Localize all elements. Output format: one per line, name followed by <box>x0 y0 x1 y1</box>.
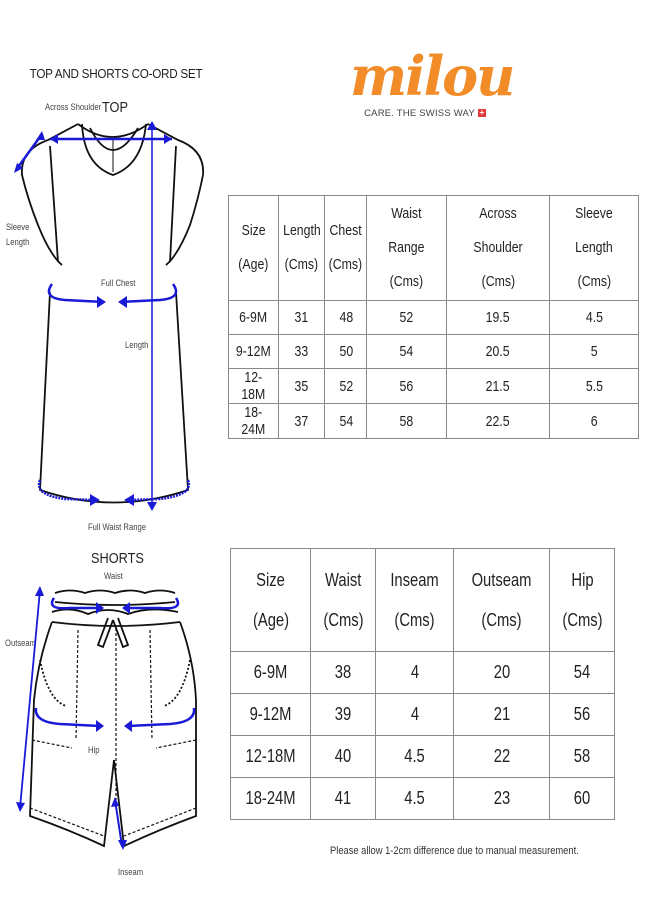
header-chest: Chest (Cms) <box>325 196 367 301</box>
label-inseam: Inseam <box>118 867 144 877</box>
measurement-footnote: Please allow 1-2cm difference due to manual measurement. <box>330 845 579 857</box>
table-row: 12-18M 35 52 56 21.5 5.5 <box>229 369 639 404</box>
swiss-flag-icon: + <box>479 108 485 118</box>
header-size: Size (Age) <box>229 196 279 301</box>
page-title: TOP AND SHORTS CO-ORD SET <box>29 66 203 81</box>
header-sleeve-length: Sleeve Length (Cms) <box>550 196 639 301</box>
table-row: 12-18M 40 4.5 22 58 <box>231 736 615 778</box>
label-outseam: Outseam <box>5 638 37 648</box>
header-across-shoulder: Across Shoulder (Cms) <box>447 196 550 301</box>
label-length: Length <box>125 340 149 350</box>
table-row: 9-12M 33 50 54 20.5 5 <box>229 335 639 369</box>
label-waist: Waist <box>104 571 123 581</box>
header-size: Size (Age) <box>231 549 311 652</box>
label-across-shoulder: Across Shoulder <box>45 102 102 112</box>
label-full-waist-range: Full Waist Range <box>88 522 146 532</box>
brand-logo-text: milou <box>350 44 514 108</box>
label-sleeve-length-1: Sleeve <box>6 222 30 232</box>
header-outseam: Outseam (Cms) <box>454 549 550 652</box>
table-header-row <box>231 549 615 652</box>
table-row: 6-9M 31 48 52 19.5 4.5 <box>229 301 639 335</box>
header-waist-range: Waist Range (Cms) <box>367 196 447 301</box>
table-row: 18-24M 37 54 58 22.5 6 <box>229 404 639 439</box>
label-sleeve-length-2: Length <box>6 237 30 247</box>
brand-tagline: CARE. THE SWISS WAY + <box>364 108 485 119</box>
shorts-diagram-title: SHORTS <box>91 550 144 567</box>
shorts-size-table <box>230 548 615 820</box>
label-hip: Hip <box>88 745 100 755</box>
top-diagram-title: TOP <box>102 99 128 116</box>
table-row: 6-9M 38 4 20 54 <box>231 652 615 694</box>
header-hip: Hip (Cms) <box>550 549 615 652</box>
header-inseam: Inseam (Cms) <box>376 549 454 652</box>
header-length: Length (Cms) <box>278 196 325 301</box>
header-waist: Waist (Cms) <box>311 549 376 652</box>
table-row: 18-24M 41 4.5 23 60 <box>231 778 615 820</box>
table-row: 9-12M 39 4 21 56 <box>231 694 615 736</box>
label-full-chest: Full Chest <box>101 278 136 288</box>
